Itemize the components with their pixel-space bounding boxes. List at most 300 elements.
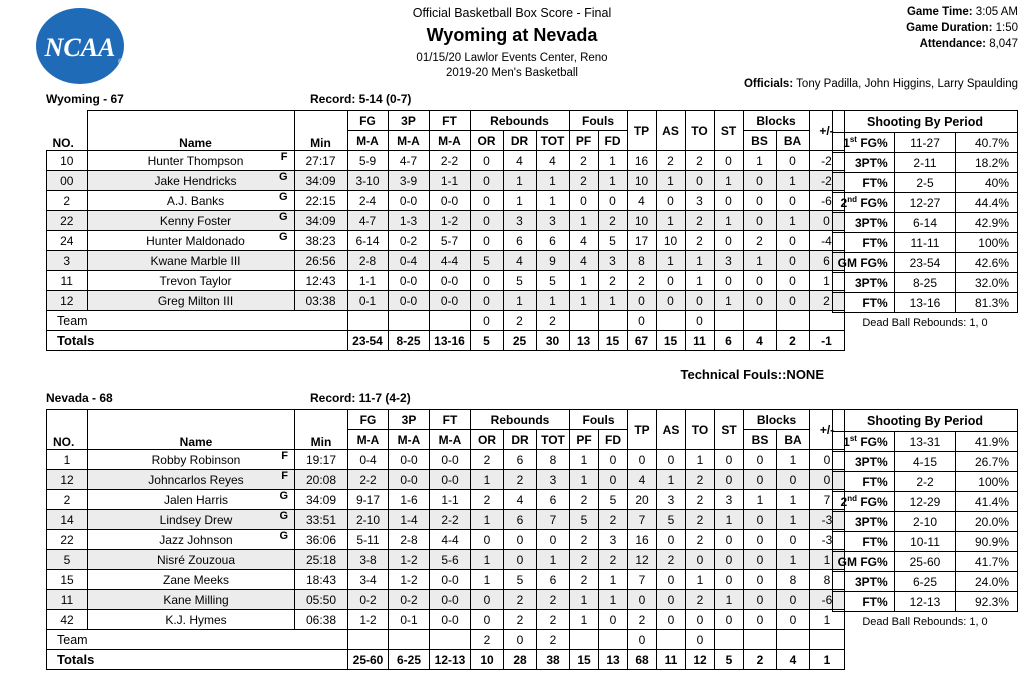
player-plusminus: 6 bbox=[809, 251, 844, 271]
col-rebounds-group: Rebounds bbox=[470, 111, 569, 131]
player-3p: 1-4 bbox=[389, 510, 430, 530]
player-plusminus: 1 bbox=[809, 271, 844, 291]
player-name: Nisré Zouzoua bbox=[88, 550, 295, 570]
shooting-value: 12-27 bbox=[894, 193, 956, 213]
player-steals: 1 bbox=[714, 211, 743, 231]
header-row-groups bbox=[47, 111, 845, 131]
officials-label: Officials: bbox=[743, 78, 794, 90]
team-to: 0 bbox=[685, 311, 714, 331]
player-turnovers: 2 bbox=[686, 490, 715, 510]
player-name: Hunter Thompson F bbox=[87, 151, 294, 171]
shooting-period: GM bbox=[837, 255, 857, 270]
player-pf: 2 bbox=[570, 570, 599, 590]
officials-value: Tony Padilla, John Higgins, Larry Spaulding bbox=[796, 78, 1018, 90]
shooting-value: 2-10 bbox=[894, 512, 956, 532]
player-or: 0 bbox=[470, 291, 503, 311]
player-fg: 0-2 bbox=[348, 590, 389, 610]
team-ba bbox=[777, 630, 810, 650]
totals-fg: 23-54 bbox=[347, 331, 388, 351]
player-number: 11 bbox=[47, 590, 88, 610]
player-points: 7 bbox=[628, 510, 657, 530]
shooting-value: 23-54 bbox=[894, 253, 956, 273]
player-ft: 0-0 bbox=[430, 570, 471, 590]
player-name: Kwane Marble III bbox=[87, 251, 294, 271]
player-name: Jazz Johnson G bbox=[88, 530, 295, 550]
player-turnovers: 2 bbox=[686, 590, 715, 610]
team-ft bbox=[429, 311, 470, 331]
player-steals: 1 bbox=[714, 171, 743, 191]
team-0-shooting-table bbox=[832, 110, 1018, 313]
player-number: 2 bbox=[47, 191, 88, 211]
team-fg bbox=[347, 311, 388, 331]
player-fg: 4-7 bbox=[347, 211, 388, 231]
player-name: A.J. Banks G bbox=[87, 191, 294, 211]
table-row[interactable] bbox=[47, 610, 845, 630]
shooting-label: 1st FG% bbox=[833, 432, 895, 452]
player-number: 24 bbox=[47, 231, 88, 251]
totals-pm: 1 bbox=[810, 650, 845, 670]
team-pf bbox=[570, 630, 599, 650]
player-pf: 4 bbox=[569, 231, 598, 251]
totals-bs: 4 bbox=[743, 331, 776, 351]
player-tot: 6 bbox=[537, 570, 570, 590]
player-3p: 2-8 bbox=[389, 530, 430, 550]
player-position: G bbox=[278, 171, 288, 183]
col-ft-group: FT bbox=[430, 410, 471, 430]
totals-tot: 38 bbox=[537, 650, 570, 670]
player-3p: 4-7 bbox=[388, 151, 429, 171]
player-steals: 1 bbox=[715, 590, 744, 610]
player-min: 36:06 bbox=[295, 530, 348, 550]
player-or: 0 bbox=[470, 231, 503, 251]
shooting-label: FT% bbox=[833, 532, 895, 552]
player-points: 16 bbox=[628, 530, 657, 550]
player-tot: 6 bbox=[536, 231, 569, 251]
header-center bbox=[0, 6, 1024, 79]
player-plusminus: -2 bbox=[809, 151, 844, 171]
team-rebounds-row bbox=[47, 630, 845, 650]
table-row[interactable] bbox=[47, 171, 845, 191]
player-fd: 0 bbox=[599, 610, 628, 630]
player-3p: 1-6 bbox=[389, 490, 430, 510]
player-name: Zane Meeks bbox=[88, 570, 295, 590]
totals-dr: 25 bbox=[503, 331, 536, 351]
player-position: G bbox=[278, 231, 288, 243]
col-min: Min bbox=[295, 410, 348, 450]
player-pf: 1 bbox=[570, 610, 599, 630]
shooting-value: 2-11 bbox=[894, 153, 956, 173]
totals-dr: 28 bbox=[504, 650, 537, 670]
shooting-value: 2-2 bbox=[894, 472, 956, 492]
player-3p: 1-2 bbox=[389, 570, 430, 590]
player-fd: 0 bbox=[599, 470, 628, 490]
team-or: 2 bbox=[471, 630, 504, 650]
col-to: TO bbox=[685, 111, 714, 151]
game-duration-value: 1:50 bbox=[995, 22, 1018, 34]
col-as: AS bbox=[657, 410, 686, 450]
shooting-pct: 92.3% bbox=[956, 592, 1018, 612]
table-row[interactable] bbox=[47, 211, 845, 231]
player-tot: 1 bbox=[537, 550, 570, 570]
table-row[interactable] bbox=[47, 570, 845, 590]
player-ft: 0-0 bbox=[430, 470, 471, 490]
table-row[interactable] bbox=[47, 191, 845, 211]
player-position: G bbox=[279, 510, 288, 522]
totals-ba: 2 bbox=[776, 331, 809, 351]
player-fg: 1-2 bbox=[348, 610, 389, 630]
shooting-label: 3PT% bbox=[833, 213, 895, 233]
table-row[interactable] bbox=[47, 590, 845, 610]
player-pf: 1 bbox=[570, 470, 599, 490]
shooting-row bbox=[833, 532, 1018, 552]
team-0-boxscore-table bbox=[46, 110, 845, 351]
player-blocks: 0 bbox=[743, 291, 776, 311]
player-steals: 0 bbox=[715, 530, 744, 550]
player-3p: 0-0 bbox=[388, 191, 429, 211]
player-min: 34:09 bbox=[294, 171, 347, 191]
col-fouls-group: Fouls bbox=[569, 111, 627, 131]
team-0-heading bbox=[0, 92, 1024, 110]
player-fd: 1 bbox=[598, 291, 627, 311]
player-assists: 0 bbox=[656, 271, 685, 291]
shooting-period: 2nd bbox=[840, 195, 857, 210]
player-assists: 0 bbox=[657, 530, 686, 550]
team-bs bbox=[744, 630, 777, 650]
player-points: 0 bbox=[628, 450, 657, 470]
player-tot: 6 bbox=[537, 490, 570, 510]
player-or: 0 bbox=[470, 271, 503, 291]
player-dr: 4 bbox=[503, 251, 536, 271]
player-blocks: 1 bbox=[743, 151, 776, 171]
col-tp: TP bbox=[627, 111, 656, 151]
page-header bbox=[0, 0, 1024, 92]
totals-st: 5 bbox=[715, 650, 744, 670]
player-name: K.J. Hymes bbox=[88, 610, 295, 630]
shooting-period: 1st bbox=[843, 434, 857, 449]
player-tot: 7 bbox=[537, 510, 570, 530]
player-assists: 1 bbox=[657, 470, 686, 490]
officials-row bbox=[744, 78, 1018, 90]
player-blocks: 0 bbox=[744, 530, 777, 550]
player-blocks-against: 0 bbox=[777, 610, 810, 630]
player-points: 2 bbox=[627, 271, 656, 291]
attendance-value: 8,047 bbox=[989, 38, 1018, 50]
shooting-value: 12-13 bbox=[894, 592, 956, 612]
player-position: G bbox=[278, 191, 288, 203]
player-pf: 2 bbox=[569, 151, 598, 171]
player-dr: 1 bbox=[503, 291, 536, 311]
col-fd: FD bbox=[599, 430, 628, 450]
player-tot: 4 bbox=[536, 151, 569, 171]
player-pf: 2 bbox=[570, 530, 599, 550]
player-turnovers: 2 bbox=[685, 211, 714, 231]
col-st: ST bbox=[714, 111, 743, 151]
totals-points: 67 bbox=[627, 331, 656, 351]
totals-as: 11 bbox=[657, 650, 686, 670]
player-fd: 1 bbox=[599, 570, 628, 590]
player-ft: 5-6 bbox=[430, 550, 471, 570]
player-turnovers: 1 bbox=[686, 570, 715, 590]
shooting-label: GM FG% bbox=[833, 253, 895, 273]
player-steals: 3 bbox=[715, 490, 744, 510]
totals-bs: 2 bbox=[744, 650, 777, 670]
shooting-pct: 100% bbox=[956, 233, 1018, 253]
player-blocks: 0 bbox=[744, 510, 777, 530]
player-3p: 3-9 bbox=[388, 171, 429, 191]
player-tot: 1 bbox=[536, 291, 569, 311]
technical-fouls: Technical Fouls::NONE bbox=[680, 367, 824, 382]
player-or: 0 bbox=[471, 530, 504, 550]
player-ft: 4-4 bbox=[430, 530, 471, 550]
player-tot: 9 bbox=[536, 251, 569, 271]
col-name: Name bbox=[88, 410, 295, 450]
totals-row bbox=[47, 650, 845, 670]
col-bs: BS bbox=[743, 131, 776, 151]
team-row-label: Team bbox=[47, 630, 348, 650]
team-as bbox=[656, 311, 685, 331]
player-dr: 6 bbox=[504, 510, 537, 530]
col-ba: BA bbox=[776, 131, 809, 151]
player-ft: 1-2 bbox=[429, 211, 470, 231]
team-1-shooting-title: Shooting By Period bbox=[833, 410, 1018, 432]
shooting-pct: 100% bbox=[956, 472, 1018, 492]
player-assists: 0 bbox=[657, 590, 686, 610]
player-assists: 0 bbox=[657, 570, 686, 590]
shooting-value: 13-16 bbox=[894, 293, 956, 313]
col-3p-sub: M-A bbox=[389, 430, 430, 450]
player-number: 2 bbox=[47, 490, 88, 510]
shooting-pct: 20.0% bbox=[956, 512, 1018, 532]
table-row[interactable] bbox=[47, 550, 845, 570]
player-3p: 1-2 bbox=[389, 550, 430, 570]
table-row[interactable] bbox=[47, 271, 845, 291]
shooting-label: 3PT% bbox=[833, 572, 895, 592]
player-number: 10 bbox=[47, 151, 88, 171]
col-as: AS bbox=[656, 111, 685, 151]
shooting-label: 3PT% bbox=[833, 273, 895, 293]
player-min: 38:23 bbox=[294, 231, 347, 251]
player-steals: 0 bbox=[714, 191, 743, 211]
shooting-value: 6-14 bbox=[894, 213, 956, 233]
totals-label: Totals bbox=[47, 331, 348, 351]
player-plusminus: -2 bbox=[809, 171, 844, 191]
col-or: OR bbox=[470, 131, 503, 151]
player-steals: 0 bbox=[714, 231, 743, 251]
player-assists: 0 bbox=[656, 191, 685, 211]
player-dr: 3 bbox=[503, 211, 536, 231]
player-blocks: 1 bbox=[744, 490, 777, 510]
player-assists: 0 bbox=[657, 450, 686, 470]
attendance-label: Attendance: bbox=[919, 38, 987, 50]
table-row[interactable] bbox=[47, 291, 845, 311]
player-min: 34:09 bbox=[294, 211, 347, 231]
col-st: ST bbox=[715, 410, 744, 450]
totals-st: 6 bbox=[714, 331, 743, 351]
col-tot: TOT bbox=[536, 131, 569, 151]
table-row[interactable] bbox=[47, 530, 845, 550]
player-number: 14 bbox=[47, 510, 88, 530]
player-blocks: 0 bbox=[744, 470, 777, 490]
col-fg-group: FG bbox=[347, 111, 388, 131]
team-points: 0 bbox=[628, 630, 657, 650]
table-row[interactable] bbox=[47, 151, 845, 171]
player-pf: 0 bbox=[569, 191, 598, 211]
player-position: F bbox=[280, 151, 288, 163]
table-row[interactable] bbox=[47, 450, 845, 470]
player-turnovers: 2 bbox=[686, 510, 715, 530]
team-row-label: Team bbox=[47, 311, 348, 331]
totals-3p: 8-25 bbox=[388, 331, 429, 351]
player-tot: 5 bbox=[536, 271, 569, 291]
player-3p: 0-2 bbox=[389, 590, 430, 610]
table-row[interactable] bbox=[47, 251, 845, 271]
game-time-value: 3:05 AM bbox=[975, 6, 1018, 18]
player-tot: 0 bbox=[537, 530, 570, 550]
shooting-label: 3PT% bbox=[833, 452, 895, 472]
team-1-boxscore-table bbox=[46, 409, 845, 670]
player-name: Jalen Harris G bbox=[88, 490, 295, 510]
col-no: NO. bbox=[52, 136, 74, 150]
col-plusminus: +/- bbox=[809, 111, 844, 151]
player-3p: 1-3 bbox=[388, 211, 429, 231]
shooting-row bbox=[833, 193, 1018, 213]
player-assists: 2 bbox=[657, 550, 686, 570]
shooting-row bbox=[833, 572, 1018, 592]
team-1-shooting-table bbox=[832, 409, 1018, 612]
col-min: Min bbox=[294, 111, 347, 151]
page-title: Wyoming at Nevada bbox=[426, 25, 598, 45]
table-row[interactable] bbox=[47, 470, 845, 490]
player-fg: 3-4 bbox=[348, 570, 389, 590]
shooting-value: 13-31 bbox=[894, 432, 956, 452]
team-points: 0 bbox=[627, 311, 656, 331]
player-tot: 3 bbox=[537, 470, 570, 490]
player-fd: 3 bbox=[599, 530, 628, 550]
shooting-value: 25-60 bbox=[894, 552, 956, 572]
player-dr: 4 bbox=[503, 151, 536, 171]
header-row-groups bbox=[47, 410, 845, 430]
player-dr: 6 bbox=[503, 231, 536, 251]
col-fouls-group: Fouls bbox=[570, 410, 628, 430]
player-tot: 3 bbox=[536, 211, 569, 231]
team-fg bbox=[348, 630, 389, 650]
player-blocks-against: 0 bbox=[776, 291, 809, 311]
col-rebounds-group: Rebounds bbox=[471, 410, 570, 430]
player-assists: 2 bbox=[656, 151, 685, 171]
player-name: Hunter Maldonado G bbox=[87, 231, 294, 251]
shooting-pct: 40% bbox=[956, 173, 1018, 193]
table-row[interactable] bbox=[47, 490, 845, 510]
team-pf bbox=[569, 311, 598, 331]
col-dr: DR bbox=[503, 131, 536, 151]
player-blocks-against: 0 bbox=[777, 590, 810, 610]
player-points: 20 bbox=[628, 490, 657, 510]
season-line: 2019-20 Men's Basketball bbox=[446, 67, 578, 79]
totals-tot: 30 bbox=[536, 331, 569, 351]
player-steals: 0 bbox=[714, 151, 743, 171]
team-1-shooting-rows bbox=[833, 432, 1018, 612]
player-plusminus: -3 bbox=[810, 510, 845, 530]
totals-ba: 4 bbox=[777, 650, 810, 670]
player-points: 0 bbox=[627, 291, 656, 311]
player-pf: 2 bbox=[569, 171, 598, 191]
player-turnovers: 1 bbox=[686, 450, 715, 470]
col-tp: TP bbox=[628, 410, 657, 450]
player-fd: 1 bbox=[598, 171, 627, 191]
attendance-row bbox=[906, 36, 1018, 52]
player-position: F bbox=[281, 470, 288, 482]
player-blocks: 0 bbox=[743, 191, 776, 211]
player-blocks-against: 0 bbox=[776, 251, 809, 271]
team-0-shooting-rows bbox=[833, 133, 1018, 313]
player-ft: 5-7 bbox=[429, 231, 470, 251]
player-ft: 2-2 bbox=[429, 151, 470, 171]
player-min: 34:09 bbox=[295, 490, 348, 510]
col-ft-sub: M-A bbox=[430, 430, 471, 450]
shooting-pct: 42.9% bbox=[956, 213, 1018, 233]
official-line: Official Basketball Box Score - Final bbox=[412, 6, 612, 20]
game-time-row bbox=[906, 4, 1018, 20]
totals-or: 10 bbox=[471, 650, 504, 670]
player-fd: 2 bbox=[598, 271, 627, 291]
player-dr: 2 bbox=[504, 590, 537, 610]
shooting-label: FT% bbox=[833, 592, 895, 612]
player-blocks-against: 0 bbox=[776, 151, 809, 171]
team-0-name-score: Wyoming - 67 bbox=[46, 92, 124, 106]
player-min: 33:51 bbox=[295, 510, 348, 530]
player-3p: 0-0 bbox=[388, 291, 429, 311]
player-assists: 5 bbox=[657, 510, 686, 530]
player-min: 12:43 bbox=[294, 271, 347, 291]
col-fg-sub: M-A bbox=[347, 131, 388, 151]
player-min: 18:43 bbox=[295, 570, 348, 590]
player-min: 03:38 bbox=[294, 291, 347, 311]
player-dr: 2 bbox=[504, 610, 537, 630]
shooting-label: GM FG% bbox=[833, 552, 895, 572]
player-blocks: 0 bbox=[744, 550, 777, 570]
totals-pf: 13 bbox=[569, 331, 598, 351]
game-duration-label: Game Duration: bbox=[906, 22, 993, 34]
player-plusminus: 2 bbox=[809, 291, 844, 311]
player-steals: 0 bbox=[715, 610, 744, 630]
col-pf: PF bbox=[570, 430, 599, 450]
team-tot: 2 bbox=[537, 630, 570, 650]
player-or: 0 bbox=[470, 211, 503, 231]
player-fd: 0 bbox=[598, 191, 627, 211]
player-fd: 2 bbox=[599, 550, 628, 570]
team-pm bbox=[810, 630, 845, 650]
player-turnovers: 2 bbox=[686, 530, 715, 550]
player-dr: 1 bbox=[503, 191, 536, 211]
table-row[interactable] bbox=[47, 231, 845, 251]
shooting-row bbox=[833, 472, 1018, 492]
player-fg: 9-17 bbox=[348, 490, 389, 510]
player-fg: 2-4 bbox=[347, 191, 388, 211]
table-row[interactable] bbox=[47, 510, 845, 530]
team-3p bbox=[389, 630, 430, 650]
shooting-row bbox=[833, 173, 1018, 193]
player-number: 1 bbox=[47, 450, 88, 470]
player-plusminus: 8 bbox=[810, 570, 845, 590]
player-steals: 0 bbox=[714, 271, 743, 291]
col-ba: BA bbox=[777, 430, 810, 450]
player-dr: 0 bbox=[504, 550, 537, 570]
shooting-row bbox=[833, 452, 1018, 472]
svg-text:®: ® bbox=[118, 59, 124, 66]
col-ft-sub: M-A bbox=[429, 131, 470, 151]
shooting-pct: 24.0% bbox=[956, 572, 1018, 592]
shooting-pct: 18.2% bbox=[956, 153, 1018, 173]
